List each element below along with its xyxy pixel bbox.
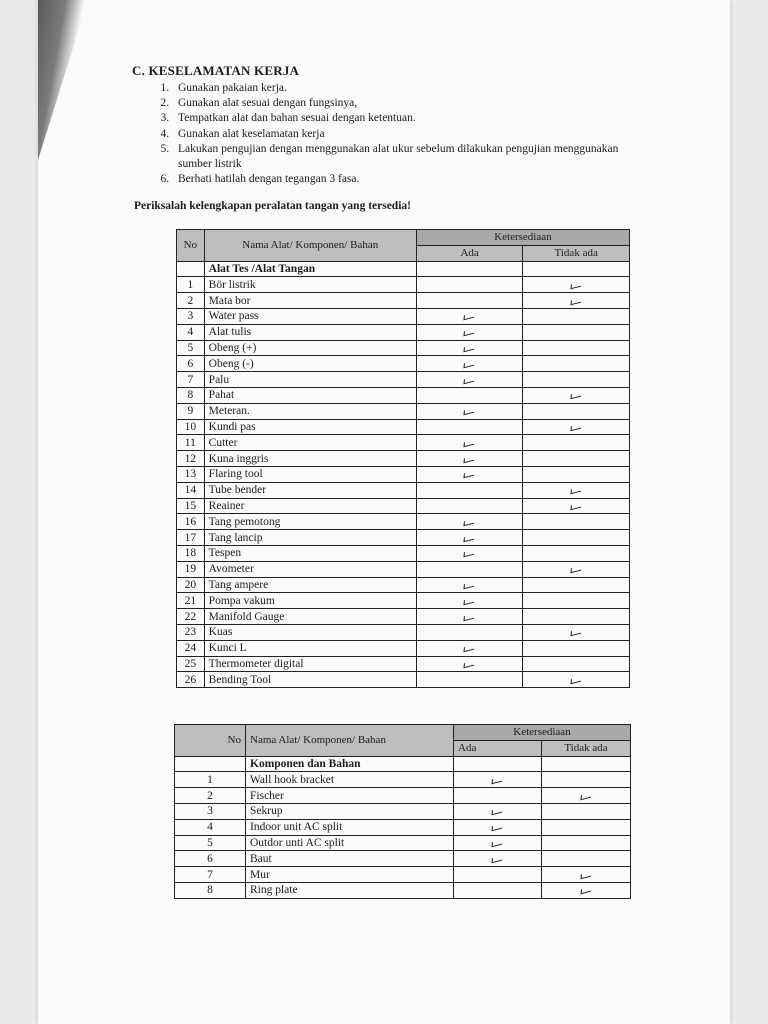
- ada-cell: [454, 882, 542, 898]
- item-name: Mata bor: [204, 293, 416, 309]
- group-row: [177, 261, 630, 277]
- ada-cell: [416, 387, 523, 403]
- ada-cell: [416, 640, 523, 656]
- item-name: Alat tulis: [204, 324, 416, 340]
- item-name: Outdor unti AC split: [246, 835, 454, 851]
- table-row: [177, 609, 630, 625]
- item-name: Tang ampere: [204, 577, 416, 593]
- ada-cell: [416, 419, 523, 435]
- tidak-ada-cell: [523, 372, 630, 388]
- item-name: Cutter: [204, 435, 416, 451]
- checkmark-icon: [464, 614, 475, 620]
- ada-cell: [416, 530, 523, 546]
- ada-cell: [454, 835, 542, 851]
- item-name: Fischer: [246, 788, 454, 804]
- checkmark-icon: [492, 808, 503, 814]
- item-name: Kuas: [204, 624, 416, 640]
- row-number: 9: [177, 403, 205, 419]
- ada-cell: [416, 514, 523, 530]
- tidak-ada-cell: [523, 324, 630, 340]
- item-name: Palu: [204, 372, 416, 388]
- row-number: 4: [177, 324, 205, 340]
- checkmark-icon: [571, 298, 582, 304]
- item-name: Meteran.: [204, 403, 416, 419]
- table-row: [177, 308, 630, 324]
- row-number: 6: [177, 356, 205, 372]
- ada-cell: [416, 356, 523, 372]
- item-name: Bör listrik: [204, 277, 416, 293]
- row-number: 13: [177, 466, 205, 482]
- checkmark-icon: [581, 793, 592, 799]
- tidak-ada-cell: [523, 482, 630, 498]
- checkmark-icon: [464, 440, 475, 446]
- tidak-ada-cell: [523, 609, 630, 625]
- header-tidak-ada: Tidak ada: [523, 245, 630, 261]
- checkmark-icon: [571, 392, 582, 398]
- checkmark-icon: [464, 408, 475, 414]
- table-row: [177, 403, 630, 419]
- row-number: 25: [177, 656, 205, 672]
- checkmark-icon: [464, 313, 475, 319]
- group-row: [175, 756, 631, 772]
- tidak-ada-cell: [523, 387, 630, 403]
- item-name: Mur: [246, 867, 454, 883]
- row-number: 12: [177, 451, 205, 467]
- group-label: Alat Tes /Alat Tangan: [204, 261, 416, 277]
- table-row: [177, 340, 630, 356]
- ada-cell: [454, 851, 542, 867]
- tidak-ada-cell: [523, 277, 630, 293]
- tidak-ada-cell: [523, 308, 630, 324]
- table-row: [177, 324, 630, 340]
- item-name: Indoor unit AC split: [246, 819, 454, 835]
- item-name: Kuna inggris: [204, 451, 416, 467]
- tidak-ada-cell: [542, 882, 631, 898]
- rule-item: 4. Gunakan alat keselamatan kerja: [172, 127, 632, 142]
- ada-cell: [416, 545, 523, 561]
- item-name: Obeng (+): [204, 340, 416, 356]
- table-row: [175, 772, 631, 788]
- table-row: [175, 803, 631, 819]
- table-row: [175, 882, 631, 898]
- row-number: 1: [175, 772, 246, 788]
- tidak-ada-cell: [523, 514, 630, 530]
- ada-cell: [416, 403, 523, 419]
- section-title: C. KESELAMATAN KERJA: [132, 63, 300, 78]
- item-name: Pompa vakum: [204, 593, 416, 609]
- header-name: Nama Alat/ Komponen/ Bahan: [204, 230, 416, 262]
- item-name: Tang pemotong: [204, 514, 416, 530]
- checkmark-icon: [581, 887, 592, 893]
- checkmark-icon: [571, 282, 582, 288]
- item-name: Kundi pas: [204, 419, 416, 435]
- ada-cell: [416, 340, 523, 356]
- tidak-ada-cell: [542, 851, 631, 867]
- tidak-ada-cell: [523, 403, 630, 419]
- ada-cell: [416, 451, 523, 467]
- group-empty-cell: [454, 756, 542, 772]
- table-row: [175, 867, 631, 883]
- ada-cell: [416, 466, 523, 482]
- header-ada: Ada: [416, 245, 523, 261]
- item-name: Kunci L: [204, 640, 416, 656]
- checkmark-icon: [464, 345, 475, 351]
- table-row: [177, 561, 630, 577]
- item-name: Avometer: [204, 561, 416, 577]
- group-label: Komponen dan Bahan: [246, 756, 454, 772]
- table-row: [175, 788, 631, 804]
- header-no: No: [177, 230, 205, 262]
- checkmark-icon: [464, 456, 475, 462]
- checkmark-icon: [571, 677, 582, 683]
- row-number: 15: [177, 498, 205, 514]
- row-number: 3: [177, 308, 205, 324]
- row-number: 19: [177, 561, 205, 577]
- table-row: [177, 514, 630, 530]
- group-empty-cell: [523, 261, 630, 277]
- table-row: [175, 819, 631, 835]
- checkmark-icon: [464, 661, 475, 667]
- item-name: Flaring tool: [204, 466, 416, 482]
- header-tidak-ada: Tidak ada: [542, 740, 631, 756]
- row-number: 5: [177, 340, 205, 356]
- instruction-text: Periksalah kelengkapan peralatan tangan yang tersedia!: [134, 200, 411, 213]
- checkmark-icon: [581, 872, 592, 878]
- ada-cell: [416, 656, 523, 672]
- ada-cell: [416, 624, 523, 640]
- row-number: 5: [175, 835, 246, 851]
- table-row: [177, 624, 630, 640]
- item-name: Baut: [246, 851, 454, 867]
- table-row: [177, 640, 630, 656]
- table-row: [177, 293, 630, 309]
- table-row: [177, 656, 630, 672]
- table-row: [177, 530, 630, 546]
- tidak-ada-cell: [523, 577, 630, 593]
- row-number: 20: [177, 577, 205, 593]
- row-number: 14: [177, 482, 205, 498]
- header-no: No: [175, 725, 246, 757]
- checkmark-icon: [571, 424, 582, 430]
- ada-cell: [416, 324, 523, 340]
- safety-section: [132, 63, 632, 222]
- item-name: Obeng (-): [204, 356, 416, 372]
- item-name: Ring plate: [246, 882, 454, 898]
- table-row: [177, 435, 630, 451]
- table-row: [175, 835, 631, 851]
- ada-cell: [454, 772, 542, 788]
- row-number: 26: [177, 672, 205, 688]
- ada-cell: [416, 609, 523, 625]
- table-row: [177, 577, 630, 593]
- header-availability: Ketersediaan: [454, 725, 631, 741]
- item-name: Bending Tool: [204, 672, 416, 688]
- table-row: [177, 593, 630, 609]
- table-row: [177, 372, 630, 388]
- header-ada: Ada: [454, 740, 542, 756]
- table-row: [177, 545, 630, 561]
- tidak-ada-cell: [523, 530, 630, 546]
- row-number: 24: [177, 640, 205, 656]
- checkmark-icon: [464, 535, 475, 541]
- checkmark-icon: [492, 824, 503, 830]
- checkmark-icon: [464, 329, 475, 335]
- tidak-ada-cell: [523, 498, 630, 514]
- row-number: 7: [175, 867, 246, 883]
- checkmark-icon: [571, 566, 582, 572]
- ada-cell: [416, 672, 523, 688]
- components-table: [174, 724, 631, 899]
- tidak-ada-cell: [542, 867, 631, 883]
- checkmark-icon: [464, 550, 475, 556]
- row-number: 21: [177, 593, 205, 609]
- tidak-ada-cell: [523, 545, 630, 561]
- ada-cell: [454, 788, 542, 804]
- tidak-ada-cell: [523, 419, 630, 435]
- ada-cell: [416, 593, 523, 609]
- row-number: 8: [175, 882, 246, 898]
- ada-cell: [416, 498, 523, 514]
- item-name: Wall hook bracket: [246, 772, 454, 788]
- checkmark-icon: [492, 856, 503, 862]
- checkmark-icon: [571, 629, 582, 635]
- table-row: [177, 419, 630, 435]
- ada-cell: [454, 867, 542, 883]
- tidak-ada-cell: [523, 435, 630, 451]
- table-row: [177, 451, 630, 467]
- ada-cell: [416, 561, 523, 577]
- tidak-ada-cell: [523, 466, 630, 482]
- checkmark-icon: [492, 840, 503, 846]
- table-row: [177, 277, 630, 293]
- rule-item: 5. Lakukan pengujian dengan menggunakan alat ukur sebelum dilakukan pengujian menggunakan sumber listrik: [172, 142, 632, 172]
- item-name: Pahat: [204, 387, 416, 403]
- table-body: [175, 756, 631, 898]
- tidak-ada-cell: [523, 293, 630, 309]
- table-row: [177, 387, 630, 403]
- ada-cell: [416, 277, 523, 293]
- ada-cell: [416, 308, 523, 324]
- row-number: 2: [177, 293, 205, 309]
- row-number: 16: [177, 514, 205, 530]
- tidak-ada-cell: [542, 772, 631, 788]
- safety-rules-list: [132, 81, 632, 187]
- item-name: Manifold Gauge: [204, 609, 416, 625]
- row-number: 23: [177, 624, 205, 640]
- item-name: Tube bender: [204, 482, 416, 498]
- table-row: [177, 482, 630, 498]
- checkmark-icon: [571, 503, 582, 509]
- checkmark-icon: [571, 487, 582, 493]
- row-number: 8: [177, 387, 205, 403]
- row-number: 7: [177, 372, 205, 388]
- tidak-ada-cell: [523, 340, 630, 356]
- item-name: Tespen: [204, 545, 416, 561]
- table-row: [175, 851, 631, 867]
- row-number: 3: [175, 803, 246, 819]
- checkmark-icon: [492, 777, 503, 783]
- row-number: 18: [177, 545, 205, 561]
- tidak-ada-cell: [523, 640, 630, 656]
- tidak-ada-cell: [523, 356, 630, 372]
- item-name: Thermometer digital: [204, 656, 416, 672]
- item-name: Tang lancip: [204, 530, 416, 546]
- table-row: [177, 498, 630, 514]
- header-name: Nama Alat/ Komponen/ Bahan: [246, 725, 454, 757]
- item-name: Water pass: [204, 308, 416, 324]
- tidak-ada-cell: [523, 624, 630, 640]
- ada-cell: [454, 803, 542, 819]
- checkmark-icon: [464, 519, 475, 525]
- ada-cell: [416, 482, 523, 498]
- checkmark-icon: [464, 598, 475, 604]
- tidak-ada-cell: [542, 819, 631, 835]
- checkmark-icon: [464, 645, 475, 651]
- checkmark-icon: [464, 471, 475, 477]
- hand-tools-table: [176, 229, 630, 688]
- checkmark-icon: [464, 582, 475, 588]
- group-empty-cell: [542, 756, 631, 772]
- item-name: Reainer: [204, 498, 416, 514]
- rule-item: 3. Tempatkan alat dan bahan sesuai dengan ketentuan.: [172, 111, 632, 126]
- tidak-ada-cell: [523, 593, 630, 609]
- row-number: 22: [177, 609, 205, 625]
- group-no-cell: [177, 261, 205, 277]
- group-no-cell: [175, 756, 246, 772]
- tidak-ada-cell: [523, 656, 630, 672]
- header-availability: Ketersediaan: [416, 230, 629, 246]
- rule-item: 2. Gunakan alat sesuai dengan fungsinya,: [172, 96, 632, 111]
- row-number: 4: [175, 819, 246, 835]
- row-number: 6: [175, 851, 246, 867]
- ada-cell: [416, 435, 523, 451]
- tidak-ada-cell: [542, 835, 631, 851]
- row-number: 1: [177, 277, 205, 293]
- tidak-ada-cell: [542, 788, 631, 804]
- table-row: [177, 672, 630, 688]
- row-number: 2: [175, 788, 246, 804]
- rule-item: 1. Gunakan pakaian kerja.: [172, 81, 632, 96]
- group-empty-cell: [416, 261, 523, 277]
- ada-cell: [416, 293, 523, 309]
- rule-item: 6. Berhati hatilah dengan tegangan 3 fasa.: [172, 172, 632, 187]
- item-name: Sekrup: [246, 803, 454, 819]
- row-number: 10: [177, 419, 205, 435]
- ada-cell: [416, 577, 523, 593]
- row-number: 11: [177, 435, 205, 451]
- checkmark-icon: [464, 361, 475, 367]
- tidak-ada-cell: [523, 451, 630, 467]
- ada-cell: [454, 819, 542, 835]
- table-row: [177, 466, 630, 482]
- table-body: [177, 261, 630, 688]
- tidak-ada-cell: [542, 803, 631, 819]
- checkmark-icon: [464, 377, 475, 383]
- tidak-ada-cell: [523, 672, 630, 688]
- row-number: 17: [177, 530, 205, 546]
- ada-cell: [416, 372, 523, 388]
- table-row: [177, 356, 630, 372]
- tidak-ada-cell: [523, 561, 630, 577]
